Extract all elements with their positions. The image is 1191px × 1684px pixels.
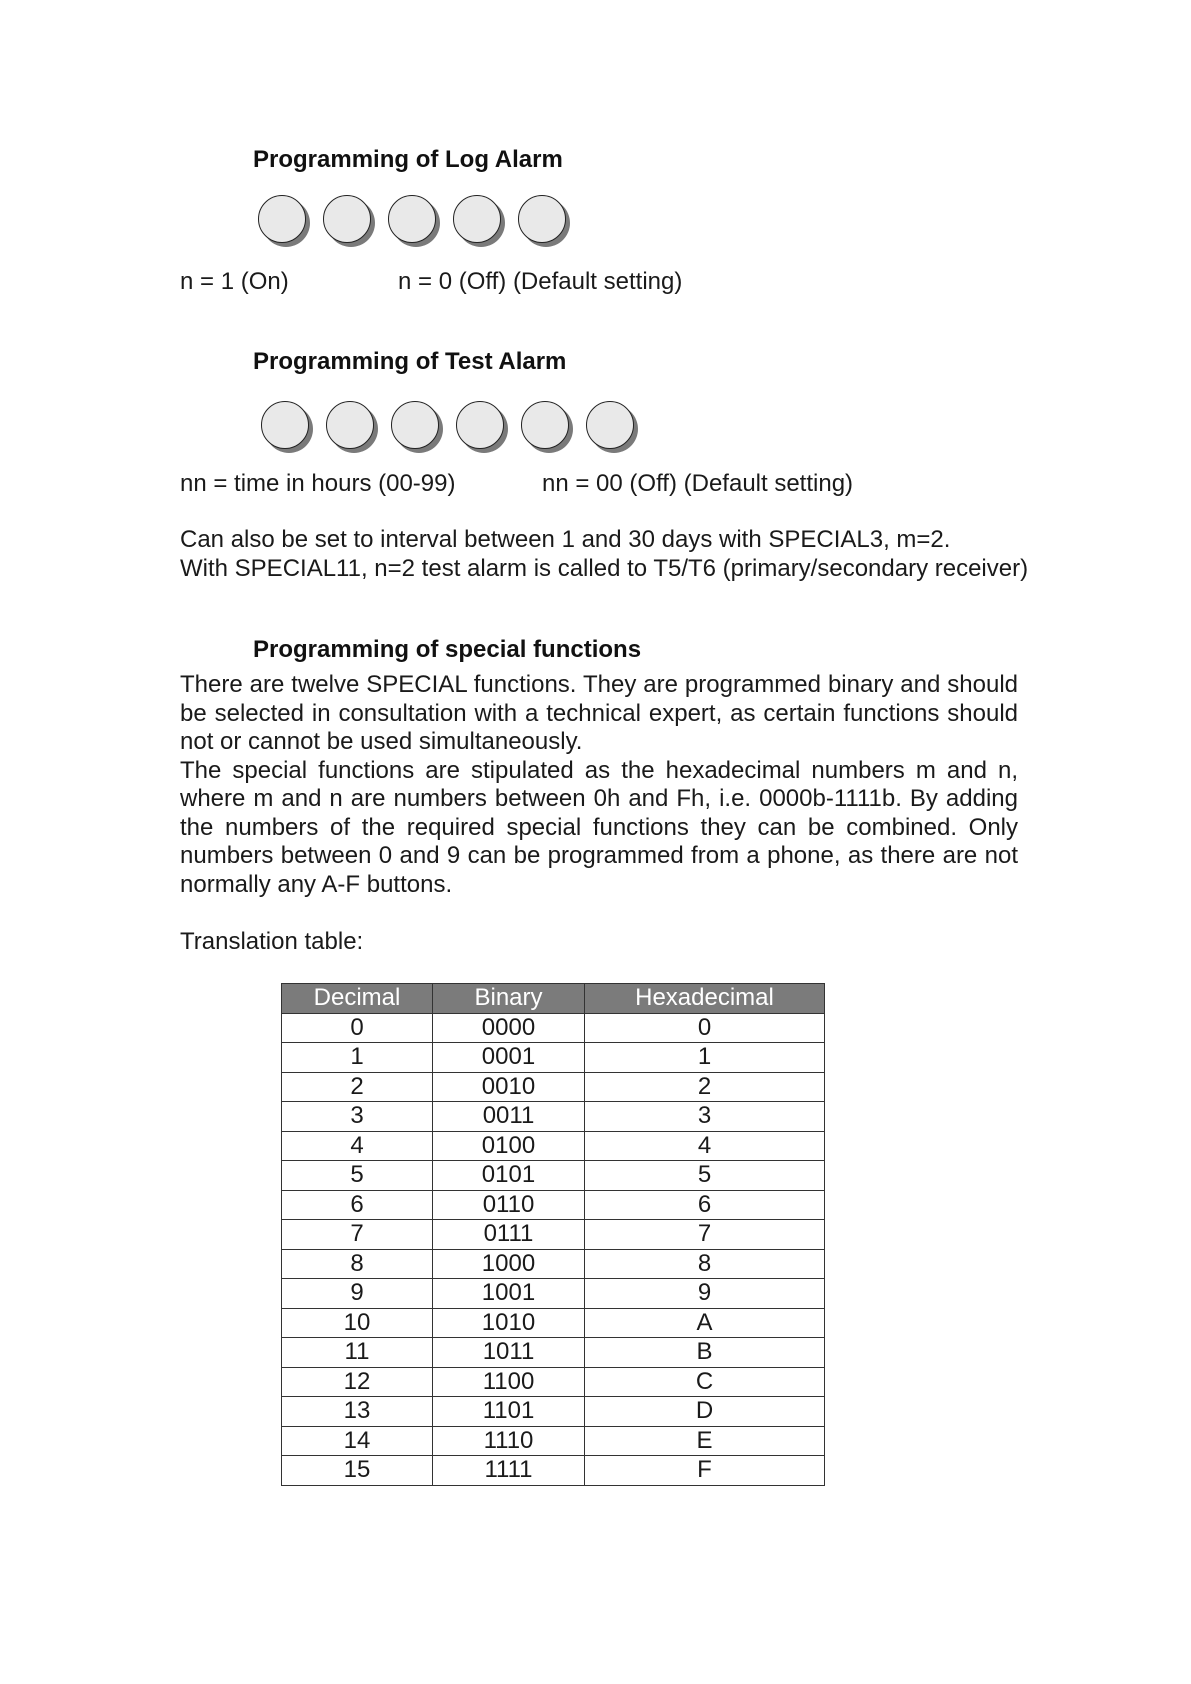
column-header-decimal: Decimal <box>282 984 433 1014</box>
test-alarm-option-time: nn = time in hours (00-99) <box>180 470 456 497</box>
cell-decimal: 0 <box>282 1013 433 1043</box>
cell-hexadecimal: A <box>585 1308 825 1338</box>
table-row <box>282 1367 825 1397</box>
special-functions-body <box>180 671 1018 899</box>
cell-binary: 0000 <box>433 1013 585 1043</box>
translation-table <box>281 983 825 1486</box>
cell-decimal: 1 <box>282 1043 433 1073</box>
keypad-digit-circle <box>456 401 504 449</box>
cell-hexadecimal: 9 <box>585 1279 825 1309</box>
log-alarm-heading: Programming of Log Alarm <box>253 146 563 173</box>
cell-hexadecimal: 8 <box>585 1249 825 1279</box>
cell-binary: 1101 <box>433 1397 585 1427</box>
cell-binary: 1010 <box>433 1308 585 1338</box>
keypad-digit-circle <box>586 401 634 449</box>
cell-hexadecimal: B <box>585 1338 825 1368</box>
table-row <box>282 1013 825 1043</box>
table-row <box>282 1279 825 1309</box>
cell-hexadecimal: E <box>585 1426 825 1456</box>
cell-hexadecimal: 1 <box>585 1043 825 1073</box>
keypad-digit-circle <box>323 195 371 243</box>
cell-binary: 0111 <box>433 1220 585 1250</box>
keypad-digit-circle <box>388 195 436 243</box>
translation-table-label: Translation table: <box>180 928 364 955</box>
column-header-hexadecimal: Hexadecimal <box>585 984 825 1014</box>
keypad-digit-circle <box>453 195 501 243</box>
special-functions-paragraph-1: There are twelve SPECIAL functions. They are programmed binary and should be selected in consultation with a technical expert, as certain functions should not or cannot be used simultaneously. <box>180 671 1018 755</box>
keypad-digit-circle <box>518 195 566 243</box>
table-row <box>282 1102 825 1132</box>
cell-decimal: 13 <box>282 1397 433 1427</box>
keypad-digit-circle <box>261 401 309 449</box>
keypad-digit-circle <box>521 401 569 449</box>
cell-binary: 1100 <box>433 1367 585 1397</box>
log-alarm-option-off: n = 0 (Off) (Default setting) <box>398 268 683 295</box>
cell-decimal: 7 <box>282 1220 433 1250</box>
table-body <box>282 1013 825 1485</box>
table-header-row <box>282 984 825 1014</box>
cell-decimal: 3 <box>282 1102 433 1132</box>
cell-binary: 1111 <box>433 1456 585 1486</box>
cell-binary: 0001 <box>433 1043 585 1073</box>
cell-hexadecimal: F <box>585 1456 825 1486</box>
test-alarm-key-sequence <box>261 401 651 449</box>
cell-decimal: 8 <box>282 1249 433 1279</box>
table-row <box>282 1456 825 1486</box>
cell-hexadecimal: 7 <box>585 1220 825 1250</box>
translation-table-wrapper <box>281 983 825 1486</box>
cell-decimal: 2 <box>282 1072 433 1102</box>
cell-hexadecimal: C <box>585 1367 825 1397</box>
cell-binary: 0100 <box>433 1131 585 1161</box>
table-row <box>282 1190 825 1220</box>
table-row <box>282 1220 825 1250</box>
special-functions-heading: Programming of special functions <box>253 636 642 663</box>
cell-binary: 0010 <box>433 1072 585 1102</box>
keypad-digit-circle <box>391 401 439 449</box>
keypad-digit-circle <box>326 401 374 449</box>
test-alarm-option-off: nn = 00 (Off) (Default setting) <box>542 470 854 497</box>
cell-binary: 1000 <box>433 1249 585 1279</box>
cell-hexadecimal: 4 <box>585 1131 825 1161</box>
cell-hexadecimal: 6 <box>585 1190 825 1220</box>
cell-decimal: 9 <box>282 1279 433 1309</box>
cell-binary: 0110 <box>433 1190 585 1220</box>
cell-hexadecimal: D <box>585 1397 825 1427</box>
log-alarm-key-sequence <box>258 195 583 243</box>
special-functions-paragraph-2: The special functions are stipulated as the hexadecimal numbers m and n, where m and n are numbers between 0h and Fh, i.e. 0000b-1111b. By adding the numbers of the required special functions they can be combined. Only numbers between 0 and 9 can be programmed from a phone, as there are not normally any A-F buttons. <box>180 756 1018 898</box>
cell-decimal: 5 <box>282 1161 433 1191</box>
test-alarm-heading: Programming of Test Alarm <box>253 348 567 375</box>
cell-binary: 0011 <box>433 1102 585 1132</box>
table-row <box>282 1397 825 1427</box>
table-row <box>282 1426 825 1456</box>
cell-hexadecimal: 5 <box>585 1161 825 1191</box>
cell-hexadecimal: 3 <box>585 1102 825 1132</box>
keypad-digit-circle <box>258 195 306 243</box>
cell-decimal: 14 <box>282 1426 433 1456</box>
test-alarm-note-special11: With SPECIAL11, n=2 test alarm is called to T5/T6 (primary/secondary receiver) <box>180 555 1029 582</box>
cell-hexadecimal: 2 <box>585 1072 825 1102</box>
column-header-binary: Binary <box>433 984 585 1014</box>
log-alarm-option-on: n = 1 (On) <box>180 268 289 295</box>
cell-decimal: 10 <box>282 1308 433 1338</box>
cell-decimal: 12 <box>282 1367 433 1397</box>
cell-hexadecimal: 0 <box>585 1013 825 1043</box>
cell-decimal: 15 <box>282 1456 433 1486</box>
cell-binary: 1011 <box>433 1338 585 1368</box>
cell-decimal: 4 <box>282 1131 433 1161</box>
cell-binary: 1110 <box>433 1426 585 1456</box>
table-row <box>282 1043 825 1073</box>
table-row <box>282 1161 825 1191</box>
table-row <box>282 1308 825 1338</box>
cell-decimal: 11 <box>282 1338 433 1368</box>
test-alarm-note-special3: Can also be set to interval between 1 and 30 days with SPECIAL3, m=2. <box>180 526 951 553</box>
cell-binary: 1001 <box>433 1279 585 1309</box>
table-row <box>282 1072 825 1102</box>
table-row <box>282 1338 825 1368</box>
table-row <box>282 1131 825 1161</box>
cell-decimal: 6 <box>282 1190 433 1220</box>
cell-binary: 0101 <box>433 1161 585 1191</box>
table-row <box>282 1249 825 1279</box>
